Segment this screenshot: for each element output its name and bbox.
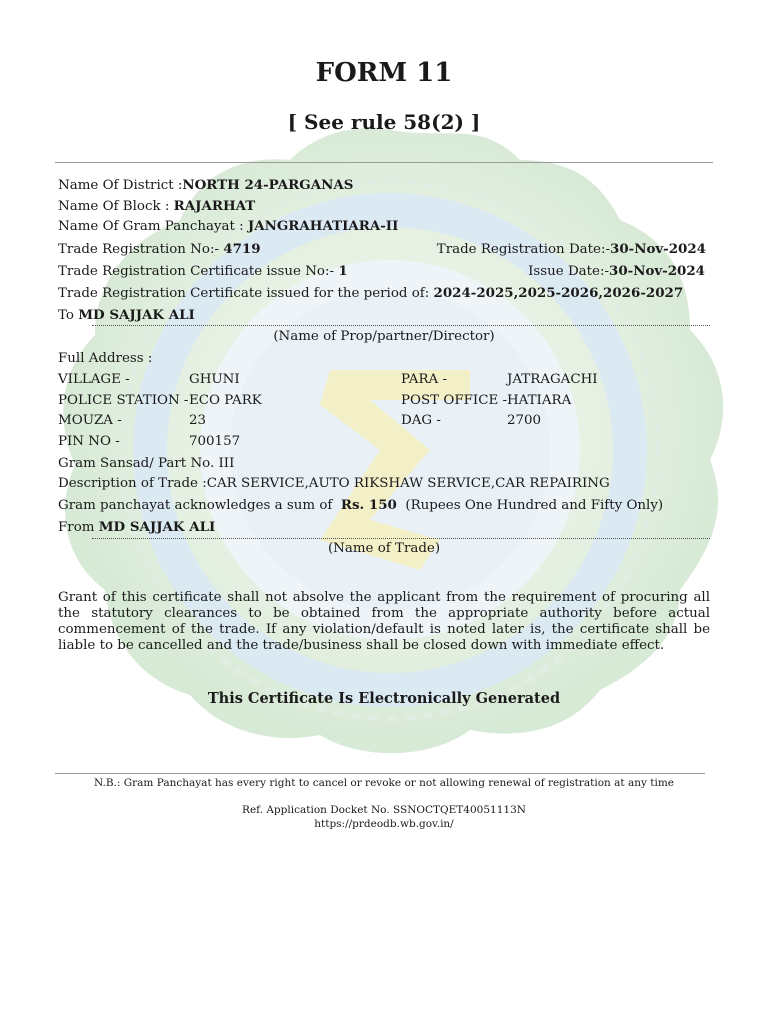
top-divider bbox=[55, 162, 713, 163]
gp-row bbox=[58, 217, 398, 236]
period-label: Trade Registration Certificate issued for the period of: bbox=[58, 286, 430, 301]
gp-label: Name Of Gram Panchayat : bbox=[58, 219, 244, 234]
dag-value: 2700 bbox=[507, 413, 542, 428]
gram-sansad: Gram Sansad/ Part No. III bbox=[58, 456, 235, 471]
reg-date-value: 30-Nov-2024 bbox=[610, 241, 706, 257]
from-name: MD SAJJAK ALI bbox=[98, 519, 216, 535]
ack-label: Gram panchayat acknowledges a sum of bbox=[58, 498, 333, 513]
prop-caption: (Name of Prop/partner/Director) bbox=[273, 329, 495, 344]
name-underline bbox=[92, 325, 710, 326]
trade-underline bbox=[92, 538, 710, 539]
footer-divider bbox=[55, 773, 705, 774]
period-value: 2024-2025,2025-2026,2026-2027 bbox=[433, 285, 684, 301]
mouza-label: MOUZA - bbox=[58, 413, 122, 428]
district-row bbox=[58, 176, 353, 195]
cert-no-label: Trade Registration Certificate issue No:- bbox=[58, 264, 335, 279]
trade-caption: (Name of Trade) bbox=[327, 541, 441, 556]
rule-reference: [ See rule 58(2) ] bbox=[287, 110, 481, 134]
pin-label: PIN NO - bbox=[58, 434, 120, 449]
to-label: To bbox=[58, 308, 74, 323]
ack-words: (Rupees One Hundred and Fifty Only) bbox=[405, 498, 664, 513]
police-station-value: ECO PARK bbox=[189, 393, 262, 408]
gp-value: JANGRAHATIARA-II bbox=[247, 218, 399, 234]
reg-no-row bbox=[58, 240, 261, 259]
village-value: GHUNI bbox=[189, 372, 240, 387]
post-office-label: POST OFFICE - bbox=[401, 393, 508, 408]
mouza-value: 23 bbox=[189, 413, 207, 428]
address-label: Full Address : bbox=[58, 351, 153, 366]
cert-no-value: 1 bbox=[338, 263, 348, 279]
village-label: VILLAGE - bbox=[58, 372, 130, 387]
district-label: Name Of District : bbox=[58, 178, 183, 193]
block-value: RAJARHAT bbox=[173, 198, 256, 214]
police-station-label: POLICE STATION - bbox=[58, 393, 189, 408]
from-row bbox=[58, 518, 215, 537]
reg-date-label: Trade Registration Date:- bbox=[436, 242, 611, 257]
from-label: From bbox=[58, 520, 95, 535]
ack-amount: Rs. 150 bbox=[340, 497, 397, 513]
electronic-notice: This Certificate Is Electronically Generated bbox=[207, 690, 561, 707]
reg-no-value: 4719 bbox=[223, 241, 261, 257]
reg-no-label: Trade Registration No:- bbox=[58, 242, 219, 257]
period-row bbox=[58, 284, 683, 303]
para-label: PARA - bbox=[401, 372, 447, 387]
footer-note: N.B.: Gram Panchayat has every right to cancel or revoke or not allowing renewal of registration at any time bbox=[93, 777, 675, 789]
district-value: NORTH 24-PARGANAS bbox=[182, 177, 354, 193]
block-label: Name Of Block : bbox=[58, 199, 170, 214]
cert-no-row bbox=[58, 262, 348, 281]
reg-date-row bbox=[437, 240, 706, 259]
block-row bbox=[58, 197, 255, 216]
acknowledgement-row bbox=[58, 496, 663, 515]
portal-url: https://prdeodb.wb.gov.in/ bbox=[314, 818, 454, 830]
issue-date-row bbox=[528, 262, 705, 281]
form-title: FORM 11 bbox=[315, 58, 453, 88]
issue-date-value: 30-Nov-2024 bbox=[609, 263, 705, 279]
dag-label: DAG - bbox=[401, 413, 441, 428]
post-office-value: HATIARA bbox=[507, 393, 572, 408]
disclaimer-paragraph: Grant of this certificate shall not absolve the applicant from the requirement of procuring all the statutory clearances to be obtained from the appropriate authority before actual commencement of the trade. If any violation/default is noted later is, the certificate shall be liable to be cancelled and the trade/business shall be closed down with immediate effect. bbox=[58, 590, 710, 653]
to-name: MD SAJJAK ALI bbox=[78, 307, 195, 323]
issue-date-label: Issue Date:- bbox=[528, 264, 610, 279]
trade-description: Description of Trade :CAR SERVICE,AUTO RIKSHAW SERVICE,CAR REPAIRING bbox=[58, 476, 610, 491]
para-value: JATRAGACHI bbox=[507, 372, 598, 387]
docket-reference: Ref. Application Docket No. SSNOCTQET40051113N bbox=[242, 804, 526, 816]
pin-value: 700157 bbox=[189, 434, 241, 449]
to-row bbox=[58, 306, 195, 325]
